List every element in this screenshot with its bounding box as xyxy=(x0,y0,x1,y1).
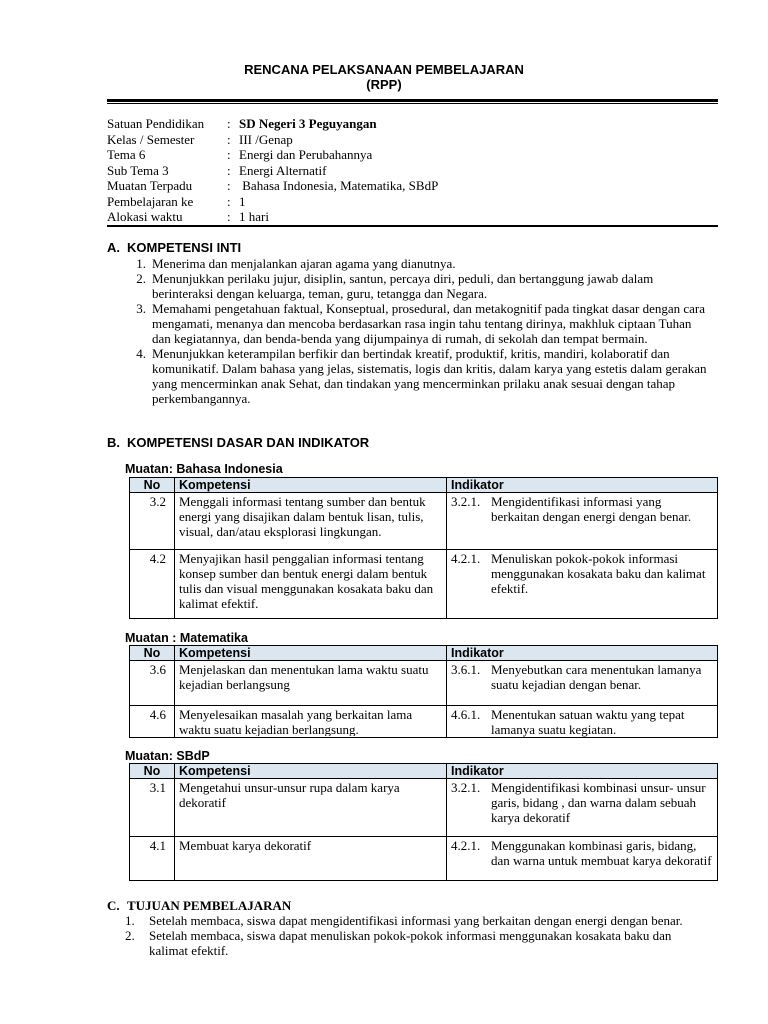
info-value: 1 hari xyxy=(239,209,269,224)
kompetensi-inti-list xyxy=(130,256,710,406)
indicator-text: Menentukan satuan waktu yang tepat lamanya suatu kegiatan. xyxy=(491,707,685,737)
info-row xyxy=(107,194,707,210)
cell-kompetensi xyxy=(175,779,447,837)
table-row xyxy=(130,550,718,619)
cell-no: 4.2 xyxy=(130,550,175,619)
info-label: Alokasi waktu xyxy=(107,209,183,224)
list-number: 2. xyxy=(136,271,146,286)
indicator-text: Mengidentifikasi informasi yang berkaitan dengan energi dengan benar. xyxy=(491,494,692,524)
table-row xyxy=(130,661,718,706)
list-number: 2. xyxy=(125,928,135,943)
header-rule-thin xyxy=(107,103,718,104)
info-row xyxy=(107,147,707,163)
table-row xyxy=(130,779,718,837)
indicator-number: 4.6.1. xyxy=(451,707,481,722)
header-no: No xyxy=(130,646,175,661)
section-letter: A. xyxy=(107,240,120,255)
cell-indikator xyxy=(447,706,718,738)
list-text: Menerima dan menjalankan ajaran agama yang dianutnya. xyxy=(152,256,456,271)
info-colon: : xyxy=(227,178,231,193)
muatan-label-matematika: Muatan : Matematika xyxy=(125,631,248,645)
cell-text: Menyajikan hasil penggalian informasi tentang konsep sumber dan bentuk energi dalam bentuk tulis dan visual menggunakan kosakata baku dan kalimat efektif. xyxy=(179,551,434,611)
info-colon: : xyxy=(227,193,231,209)
cell-text: Menggali informasi tentang sumber dan bentuk energi yang disajikan dalam bentuk lisan, tulis, visual, dan/atau eksplorasi lingkungan. xyxy=(179,494,426,539)
identity-block xyxy=(107,116,707,225)
muatan-label-sbdp: Muatan: SBdP xyxy=(125,749,210,763)
list-number: 1. xyxy=(125,913,135,928)
list-text: Setelah membaca, siswa dapat mengidentifikasi informasi yang berkaitan dengan energi dengan benar. xyxy=(149,913,683,928)
indicator-text: Menyebutkan cara menentukan lamanya suatu kejadian dengan benar. xyxy=(491,662,702,692)
info-colon: : xyxy=(227,116,231,131)
header-kompetensi: Kompetensi xyxy=(175,764,447,779)
list-text: Memahami pengetahuan faktual, Konseptual, prosedural, dan metakognitif pada tingkat dasar dengan cara mengamati, menanya dan mencoba berdasarkan rasa ingin tahu tentang dirinya, makhluk ciptaan Tuhan dan kegiatannya, dan benda-benda yang dijumpainya di rumah, di sekolah dan tempat bermain. xyxy=(152,301,706,346)
table-header-row xyxy=(130,478,718,493)
info-value: Energi Alternatif xyxy=(239,162,327,178)
info-colon: : xyxy=(227,131,231,147)
header-kompetensi: Kompetensi xyxy=(175,646,447,661)
document-title: RENCANA PELAKSANAAN PEMBELAJARAN xyxy=(244,62,524,77)
header-rule-thick xyxy=(107,99,718,102)
info-label: Muatan Terpadu xyxy=(107,178,193,193)
list-item xyxy=(130,271,710,301)
list-number: 1. xyxy=(136,256,146,271)
cell-indikator xyxy=(447,550,718,619)
info-label: Kelas / Semester xyxy=(107,131,195,147)
section-title: KOMPETENSI DASAR DAN INDIKATOR xyxy=(127,435,370,450)
header-indikator: Indikator xyxy=(447,764,718,779)
info-row xyxy=(107,209,707,225)
cell-no: 3.1 xyxy=(130,779,175,837)
document-subtitle: (RPP) xyxy=(366,77,402,92)
info-value: Bahasa Indonesia, Matematika, SBdP xyxy=(239,178,439,193)
cell-kompetensi xyxy=(175,706,447,738)
section-letter: C. xyxy=(107,898,120,913)
section-a-heading xyxy=(107,240,241,255)
header-indikator: Indikator xyxy=(447,646,718,661)
cell-no: 4.1 xyxy=(130,837,175,881)
cell-kompetensi xyxy=(175,493,447,550)
indicator-text: Menuliskan pokok-pokok informasi menggunakan kosakata baku dan kalimat efektif. xyxy=(491,551,706,596)
cell-no: 4.6 xyxy=(130,706,175,738)
list-item xyxy=(130,301,710,346)
info-row xyxy=(107,163,707,179)
cell-kompetensi xyxy=(175,837,447,881)
section-c-heading xyxy=(107,898,291,913)
identity-rule xyxy=(107,225,718,227)
cell-text: Menyelesaikan masalah yang berkaitan lama waktu suatu kejadian berlangsung. xyxy=(179,707,413,736)
table-row xyxy=(130,706,718,738)
table-header-row xyxy=(130,764,718,779)
list-item xyxy=(107,928,707,958)
section-letter: B. xyxy=(107,435,120,450)
list-number: 4. xyxy=(136,346,146,361)
indicator-number: 4.2.1. xyxy=(451,551,481,566)
header-kompetensi: Kompetensi xyxy=(175,478,447,493)
table-row xyxy=(130,837,718,881)
info-label: Pembelajaran ke xyxy=(107,193,194,209)
table-sbdp xyxy=(129,763,718,881)
cell-text: Mengetahui unsur-unsur rupa dalam karya dekoratif xyxy=(179,780,400,810)
cell-indikator xyxy=(447,779,718,837)
cell-no: 3.2 xyxy=(130,493,175,550)
indicator-number: 3.6.1. xyxy=(451,662,481,677)
info-value: III /Genap xyxy=(239,131,293,147)
table-header-row xyxy=(130,646,718,661)
list-text: Menunjukkan keterampilan berfikir dan bertindak kreatif, produktif, kritis, mandiri, kolaboratif dan komunikatif. Dalam bahasa yang jelas, sistematis, logis dan kritis, dalam karya yang estetis dalam gerakan yang mencerminkan anak Sehat, dan tindakan yang mencerminkan prilaku anak sesuai dengan tahap perkembangannya. xyxy=(152,346,707,406)
cell-text: Membuat karya dekoratif xyxy=(179,838,312,853)
list-number: 3. xyxy=(136,301,146,316)
cell-indikator xyxy=(447,837,718,881)
info-colon: : xyxy=(227,209,231,224)
cell-no: 3.6 xyxy=(130,661,175,706)
section-b-heading xyxy=(107,435,369,450)
header-no: No xyxy=(130,764,175,779)
info-value: Energi dan Perubahannya xyxy=(239,147,373,162)
list-item xyxy=(107,913,707,928)
indicator-text: Menggunakan kombinasi garis, bidang, dan warna untuk membuat karya dekoratif xyxy=(491,838,712,868)
header-indikator: Indikator xyxy=(447,478,718,493)
info-colon: : xyxy=(227,162,231,178)
table-matematika xyxy=(129,645,718,738)
indicator-number: 3.2.1. xyxy=(451,494,481,509)
info-value: 1 xyxy=(239,193,246,209)
info-label: Satuan Pendidikan xyxy=(107,116,205,131)
info-row xyxy=(107,178,707,194)
indicator-number: 3.2.1. xyxy=(451,780,481,795)
info-label: Tema 6 xyxy=(107,147,146,162)
section-title: TUJUAN PEMBELAJARAN xyxy=(127,898,292,913)
muatan-label-bahasa: Muatan: Bahasa Indonesia xyxy=(125,462,283,476)
cell-text: Menjelaskan dan menentukan lama waktu suatu kejadian berlangsung xyxy=(179,662,429,692)
list-item xyxy=(130,346,710,406)
cell-kompetensi xyxy=(175,550,447,619)
list-text: Menunjukkan perilaku jujur, disiplin, santun, percaya diri, peduli, dan bertanggung jawab dalam berinteraksi dengan keluarga, teman, guru, tetangga dan Negara. xyxy=(152,271,654,301)
list-item xyxy=(130,256,710,271)
section-title: KOMPETENSI INTI xyxy=(127,240,242,255)
info-colon: : xyxy=(227,147,231,162)
cell-indikator xyxy=(447,661,718,706)
indicator-number: 4.2.1. xyxy=(451,838,481,853)
cell-kompetensi xyxy=(175,661,447,706)
tujuan-list xyxy=(107,913,707,958)
info-row xyxy=(107,116,707,132)
table-bahasa-indonesia xyxy=(129,477,718,619)
list-text: Setelah membaca, siswa dapat menuliskan pokok-pokok informasi menggunakan kosakata baku dan kalimat efektif. xyxy=(149,928,672,958)
info-label: Sub Tema 3 xyxy=(107,162,169,178)
indicator-text: Mengidentifikasi kombinasi unsur- unsur garis, bidang , dan warna dalam sebuah karya dekoratif xyxy=(491,780,706,825)
info-row xyxy=(107,132,707,148)
table-row xyxy=(130,493,718,550)
cell-indikator xyxy=(447,493,718,550)
header-no: No xyxy=(130,478,175,493)
info-value: SD Negeri 3 Peguyangan xyxy=(239,116,377,131)
